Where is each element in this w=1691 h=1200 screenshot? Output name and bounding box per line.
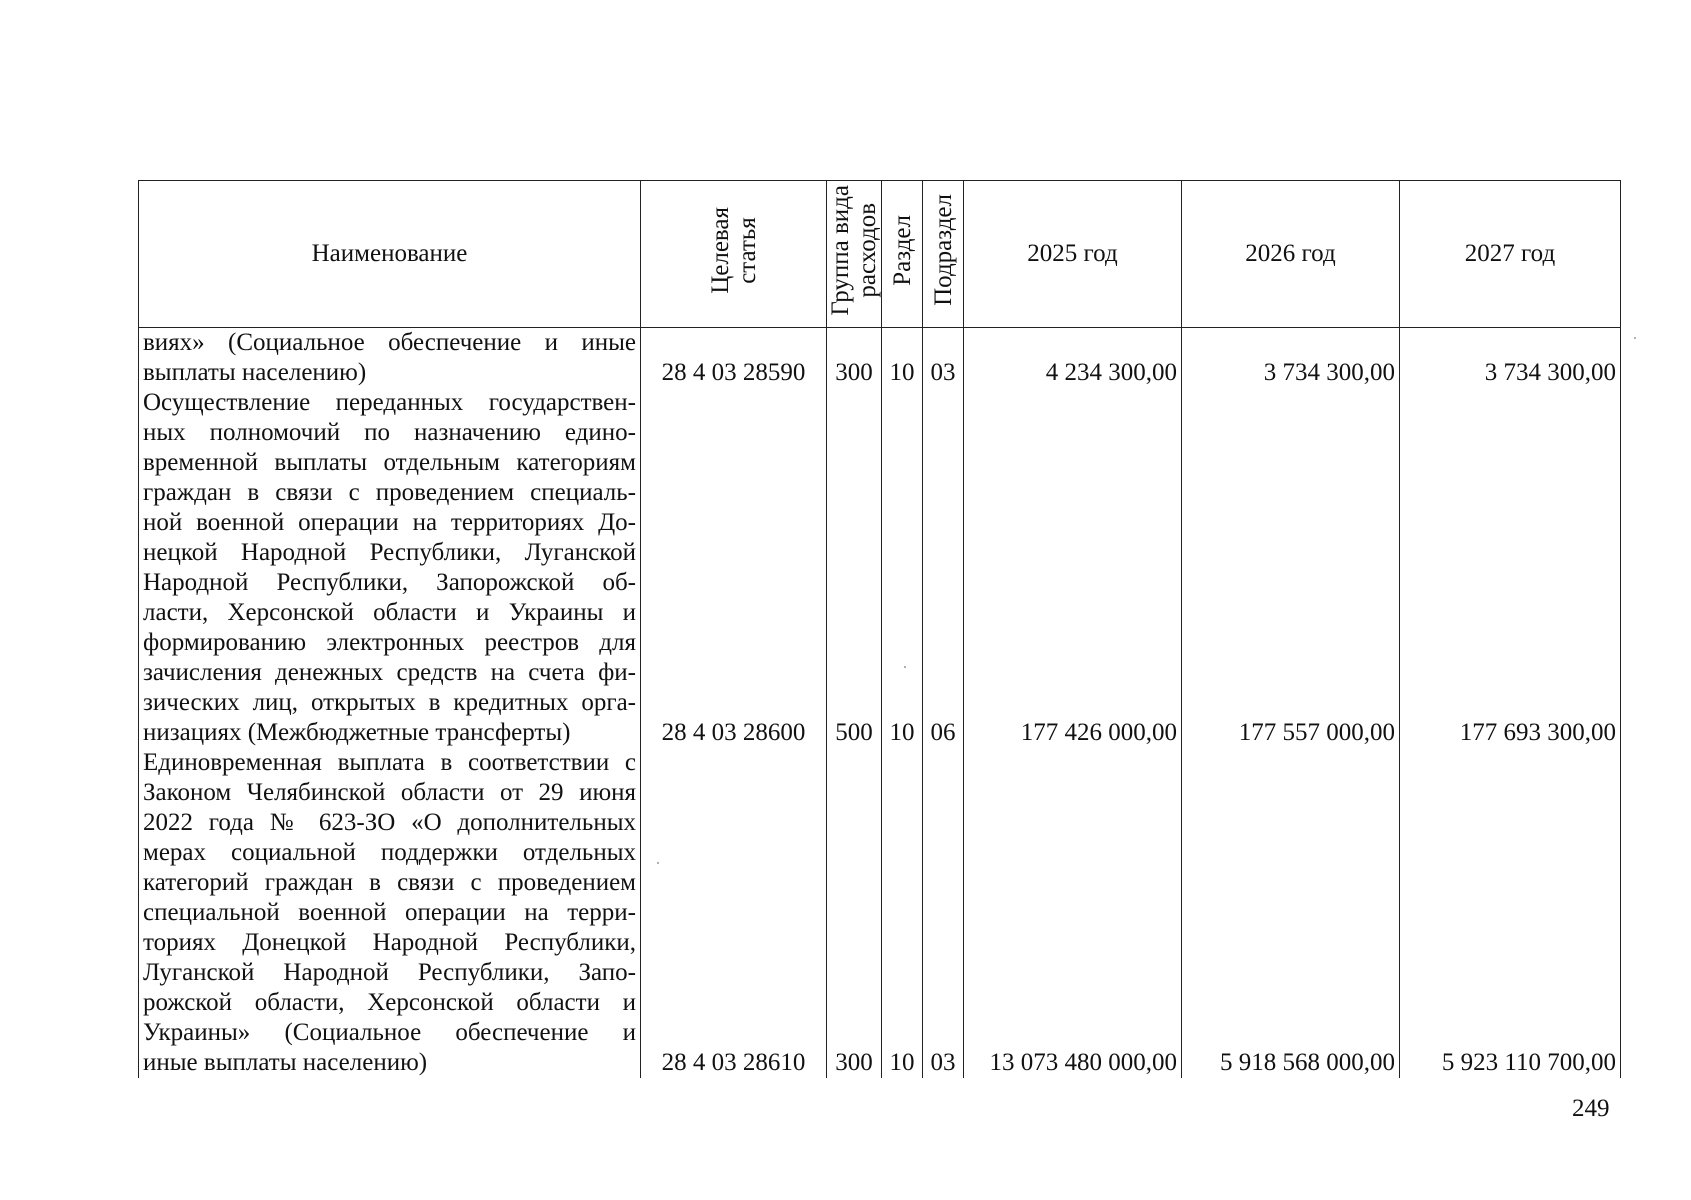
header-2027 bbox=[1400, 181, 1621, 328]
header-expense-group-line1: Группа вида bbox=[827, 184, 854, 316]
header-section-label: Раздел bbox=[888, 214, 916, 286]
row-amount-2027: 177 693 300,00 bbox=[1400, 388, 1621, 748]
name-line: ториях Донецкой Народной Республики, bbox=[143, 929, 636, 956]
table-header-row bbox=[139, 181, 1621, 328]
name-line: Луганской Народной Республики, Запо- bbox=[143, 959, 636, 986]
page-number: 249 bbox=[1572, 1095, 1610, 1122]
name-line: Законом Челябинской области от 29 июня bbox=[143, 779, 636, 806]
row-target-article: 28 4 03 28590 bbox=[641, 328, 827, 389]
header-2025 bbox=[964, 181, 1182, 328]
name-line: формированию электронных реестров для bbox=[143, 629, 636, 656]
name-line: граждан в связи с проведением специаль- bbox=[143, 479, 636, 506]
budget-table-container bbox=[138, 180, 1620, 1078]
name-line: Осуществление переданных государствен- bbox=[143, 389, 636, 416]
name-line: 2022 года № 623-ЗО «О дополнительных bbox=[143, 809, 636, 836]
row-target-article: 28 4 03 28610 bbox=[641, 748, 827, 1078]
name-line: ласти, Херсонской области и Украины и bbox=[143, 599, 636, 626]
name-line: низациях (Межбюджетные трансферты) bbox=[143, 719, 571, 746]
header-name-label: Наименование bbox=[311, 240, 468, 267]
row-name bbox=[139, 388, 641, 748]
header-2025-label: 2025 год bbox=[1027, 240, 1118, 267]
row-target-article: 28 4 03 28600 bbox=[641, 388, 827, 748]
name-line: специальной военной операции на терри- bbox=[143, 899, 636, 926]
row-amount-2025: 13 073 480 000,00 bbox=[964, 748, 1182, 1078]
header-section bbox=[882, 181, 923, 328]
name-line: мерах социальной поддержки отдельных bbox=[143, 839, 636, 866]
row-section: 10 bbox=[882, 748, 923, 1078]
row-subsection: 06 bbox=[923, 388, 964, 748]
header-expense-group-label bbox=[827, 185, 881, 316]
budget-table bbox=[138, 180, 1621, 1078]
scan-speck bbox=[1634, 337, 1636, 339]
row-amount-2025: 177 426 000,00 bbox=[964, 388, 1182, 748]
header-target-article bbox=[641, 181, 827, 328]
row-name bbox=[139, 748, 641, 1078]
table-row bbox=[139, 748, 1621, 1078]
row-expense-group: 300 bbox=[827, 748, 882, 1078]
row-section: 10 bbox=[882, 328, 923, 389]
name-line: Народной Республики, Запорожской об- bbox=[143, 569, 636, 596]
name-line: категорий граждан в связи с проведением bbox=[143, 869, 636, 896]
name-line: нецкой Народной Республики, Луганской bbox=[143, 539, 636, 566]
name-line: ной военной операции на территориях До- bbox=[143, 509, 636, 536]
header-target-article-label bbox=[707, 207, 761, 294]
header-target-article-line1: Целевая bbox=[706, 206, 734, 294]
row-section: 10 bbox=[882, 388, 923, 748]
row-amount-2026: 3 734 300,00 bbox=[1182, 328, 1400, 389]
name-line: временной выплаты отдельным категориям bbox=[143, 449, 636, 476]
header-2026 bbox=[1182, 181, 1400, 328]
scan-speck bbox=[657, 862, 659, 864]
header-target-article-line2: статья bbox=[733, 216, 761, 284]
name-line: рожской области, Херсонской области и bbox=[143, 989, 636, 1016]
row-amount-2026: 177 557 000,00 bbox=[1182, 388, 1400, 748]
name-line: зических лиц, открытых в кредитных орга- bbox=[143, 689, 636, 716]
table-row bbox=[139, 388, 1621, 748]
header-name bbox=[139, 181, 641, 328]
name-line: ных полномочий по назначению едино- bbox=[143, 419, 636, 446]
header-expense-group-line2: расходов bbox=[854, 202, 881, 298]
row-subsection: 03 bbox=[923, 328, 964, 389]
row-expense-group: 300 bbox=[827, 328, 882, 389]
header-subsection-label: Подраздел bbox=[929, 194, 957, 306]
header-2026-label: 2026 год bbox=[1245, 240, 1336, 267]
row-amount-2027: 5 923 110 700,00 bbox=[1400, 748, 1621, 1078]
scan-speck bbox=[904, 666, 906, 668]
header-2027-label: 2027 год bbox=[1464, 240, 1556, 267]
header-expense-group bbox=[827, 181, 882, 328]
header-subsection bbox=[923, 181, 964, 328]
row-amount-2027: 3 734 300,00 bbox=[1400, 328, 1621, 389]
name-line: иные выплаты населению) bbox=[143, 1049, 428, 1076]
table-row bbox=[139, 328, 1621, 389]
row-expense-group: 500 bbox=[827, 388, 882, 748]
name-line: Украины» (Социальное обеспечение и bbox=[143, 1019, 636, 1046]
row-subsection: 03 bbox=[923, 748, 964, 1078]
row-amount-2026: 5 918 568 000,00 bbox=[1182, 748, 1400, 1078]
name-line: Единовременная выплата в соответствии с bbox=[143, 749, 636, 776]
row-amount-2025: 4 234 300,00 bbox=[964, 328, 1182, 389]
name-line: виях» (Социальное обеспечение и иные bbox=[143, 329, 636, 356]
row-name bbox=[139, 328, 641, 389]
name-line: выплаты населению) bbox=[143, 359, 367, 386]
name-line: зачисления денежных средств на счета фи- bbox=[143, 659, 636, 686]
